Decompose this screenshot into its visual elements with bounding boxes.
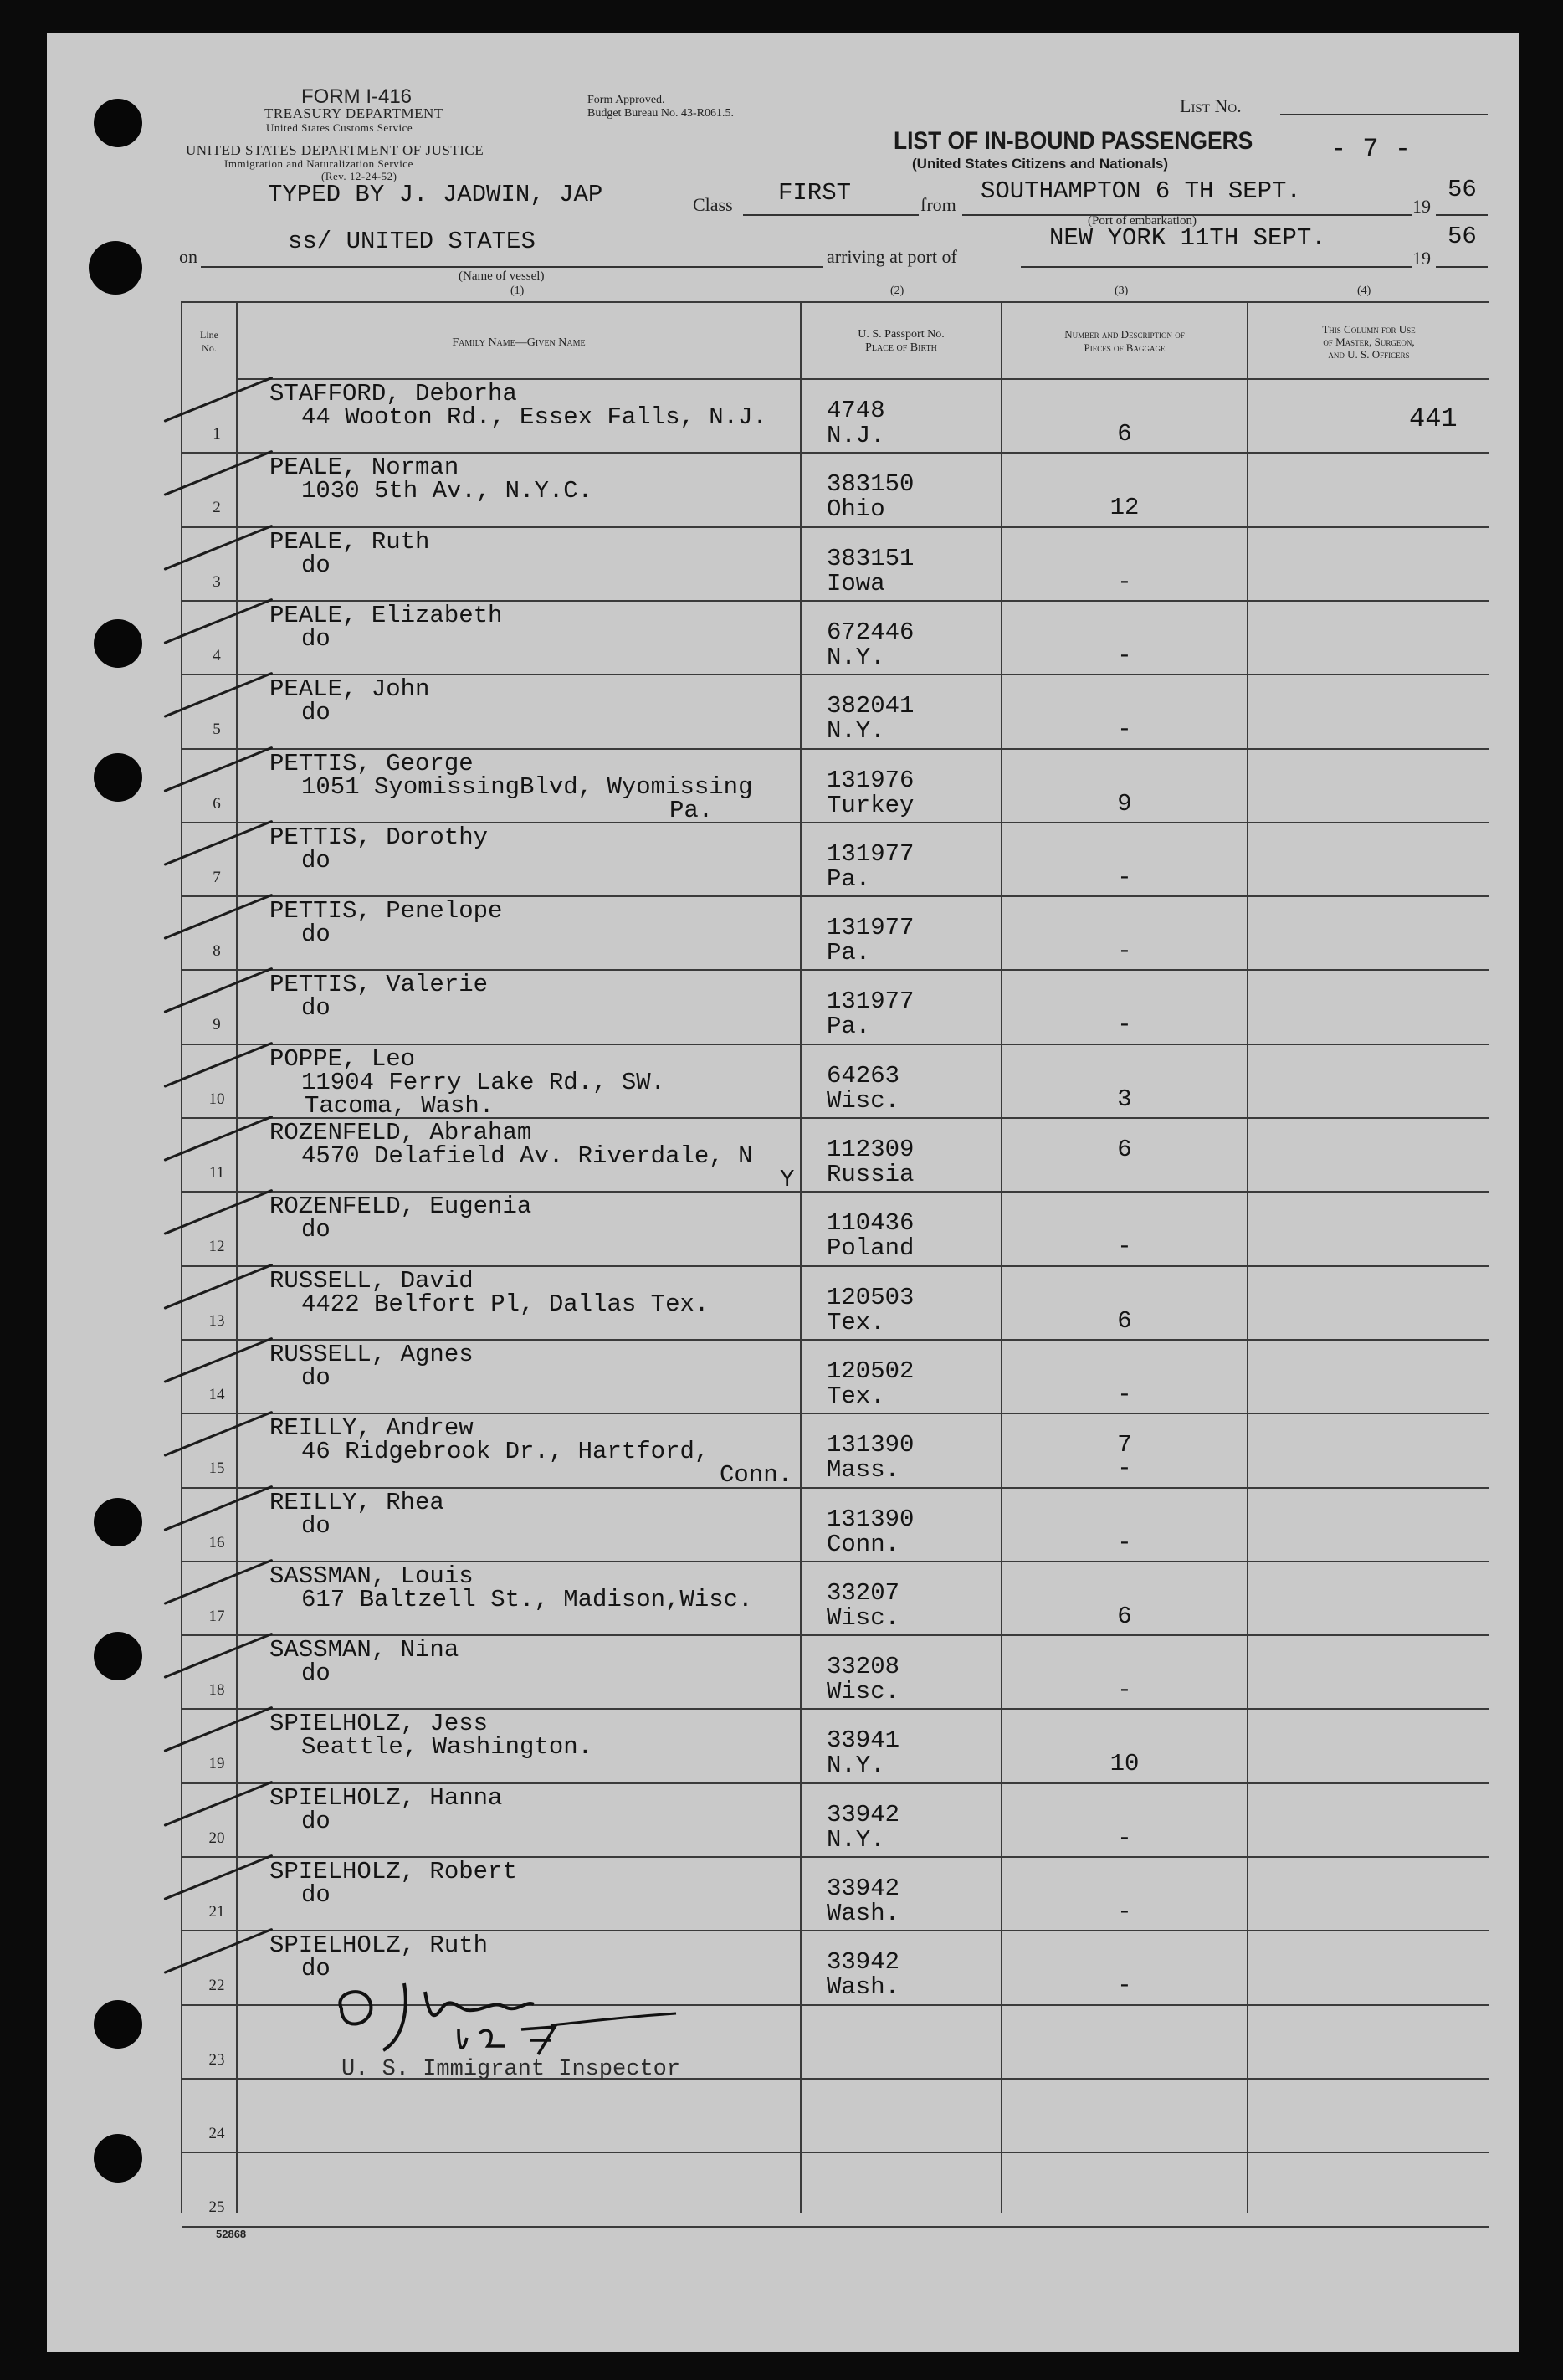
col-number-2: (2) [890, 285, 904, 297]
passenger-address: do [301, 1511, 331, 1540]
line-number: 23 [208, 2050, 225, 2069]
line-number: 17 [208, 1607, 225, 1625]
line-number: 1 [213, 425, 221, 443]
passport-number: 33942 [827, 1800, 900, 1829]
arrival-year: 56 [1448, 223, 1477, 250]
line-number: 3 [213, 572, 221, 591]
passport-number: 131977 [827, 839, 915, 868]
port-of-embarkation: SOUTHAMPTON 6 TH SEPT. [981, 177, 1301, 205]
place-of-birth: Mass. [827, 1456, 900, 1485]
baggage-count: 7 [1117, 1431, 1132, 1459]
passenger-name: POPPE, Leo [269, 1044, 416, 1073]
header-line-no: Line No. [200, 329, 218, 354]
passenger-address: do [301, 921, 331, 949]
passenger-name: SPIELHOLZ, Hanna [269, 1783, 503, 1812]
binder-hole [94, 619, 142, 668]
passenger-name: SPIELHOLZ, Robert [269, 1858, 517, 1885]
binder-hole [94, 1498, 142, 1546]
header-family-name: Family Name—Given Name [452, 336, 586, 349]
baggage-count: - [1117, 863, 1132, 891]
immigration-service: Immigration and Naturalization Service [224, 157, 413, 170]
line-number: 14 [208, 1385, 225, 1403]
baggage-count: 3 [1117, 1085, 1132, 1113]
place-of-birth: Wash. [827, 1900, 900, 1927]
budget-bureau-no: Budget Bureau No. 43-R061.5. [587, 107, 734, 120]
col-number-4: (4) [1357, 285, 1371, 297]
list-number-label: List No. [1180, 95, 1242, 116]
passenger-name: PETTIS, Penelope [269, 897, 503, 926]
passenger-address: 617 Baltzell St., Madison,Wisc. [301, 1585, 753, 1613]
binder-hole [94, 1632, 142, 1680]
place-of-birth: N.J. [827, 422, 885, 449]
arriving-label: arriving at port of [827, 246, 957, 267]
passenger-address-cont: Conn. [720, 1461, 793, 1490]
place-of-birth: Pa. [827, 939, 871, 967]
passport-number: 33207 [827, 1578, 900, 1607]
class-label: Class [693, 194, 733, 215]
passenger-name: PETTIS, Dorothy [269, 823, 489, 851]
line-number: 16 [208, 1533, 225, 1552]
passenger-name: RUSSELL, David [269, 1266, 474, 1295]
passenger-address: 4422 Belfort Pl, Dallas Tex. [301, 1290, 710, 1318]
binder-hole [94, 99, 142, 147]
place-of-birth: Tex. [827, 1308, 885, 1336]
line-number: 5 [213, 721, 221, 739]
place-of-birth: Wisc. [827, 1678, 900, 1706]
passenger-address-cont: Y [780, 1166, 795, 1193]
passport-number: 33942 [827, 1875, 900, 1902]
official-notation: 441 [1409, 403, 1458, 434]
year-line-2 [1436, 266, 1488, 268]
passenger-address: 11904 Ferry Lake Rd., SW. [301, 1068, 666, 1096]
passport-number: 131976 [827, 766, 915, 794]
line-number: 4 [213, 646, 221, 664]
passenger-address: do [301, 1881, 331, 1909]
passport-number: 131977 [827, 987, 915, 1016]
line-number: 22 [208, 1977, 225, 1995]
manifest-subtitle: (United States Citizens and Nationals) [912, 156, 1169, 172]
place-of-birth: N.Y. [827, 1752, 885, 1780]
line-number: 18 [208, 1681, 225, 1700]
passenger-address: 4570 Delafield Av. Riverdale, N [301, 1142, 753, 1170]
header-baggage: Number and Description of Pieces of Baggage [1064, 328, 1185, 354]
passenger-address: 1051 SyomissingBlvd, Wyomissing [301, 772, 753, 801]
line-number: 15 [208, 1459, 225, 1478]
line-number: 13 [208, 1311, 225, 1330]
place-of-birth: Tex. [827, 1382, 885, 1410]
baggage-count: - [1117, 1233, 1132, 1261]
official-divider [1247, 301, 1248, 2213]
customs-service: United States Customs Service [266, 121, 413, 134]
baggage-count: - [1117, 716, 1132, 744]
passenger-address: 44 Wooton Rd., Essex Falls, N.J. [301, 403, 767, 431]
passport-number: 33941 [827, 1726, 900, 1755]
line-number: 10 [208, 1090, 225, 1108]
row-divider [182, 2152, 1489, 2153]
binder-hole [94, 753, 142, 802]
baggage-count: 6 [1117, 1602, 1132, 1630]
passport-number: 131390 [827, 1505, 915, 1533]
binder-hole [89, 241, 142, 295]
line-number: 25 [208, 2198, 225, 2217]
justice-department: UNITED STATES DEPARTMENT OF JUSTICE [186, 142, 484, 158]
vessel-line [201, 266, 823, 268]
passport-number: 33208 [827, 1653, 900, 1681]
vessel-name: ss/ UNITED STATES [288, 228, 536, 255]
passenger-address-cont: Pa. [669, 796, 714, 824]
col-number-3: (3) [1115, 285, 1129, 297]
baggage-count: - [1117, 1823, 1132, 1852]
baggage-count: - [1117, 567, 1132, 596]
year-prefix: 19 [1412, 196, 1431, 217]
passenger-address: do [301, 846, 331, 875]
treasury-department: TREASURY DEPARTMENT [264, 105, 443, 121]
passenger-name: PETTIS, George [269, 749, 474, 777]
passport-number: 33942 [827, 1948, 900, 1977]
passport-number: 131977 [827, 914, 915, 942]
place-of-birth: Conn. [827, 1530, 900, 1558]
passport-number: 120502 [827, 1357, 915, 1385]
passenger-name: PEALE, Ruth [269, 527, 430, 556]
header-passport: U. S. Passport No. Place of Birth [858, 328, 945, 354]
line-number: 21 [208, 1903, 225, 1921]
from-label: from [920, 194, 956, 215]
manifest-title: LIST OF IN-BOUND PASSENGERS [894, 127, 1253, 155]
passport-number: 383151 [827, 544, 915, 572]
revision-date: (Rev. 12-24-52) [321, 170, 397, 182]
passenger-address-cont: Tacoma, Wash. [305, 1091, 495, 1120]
passenger-name: ROZENFELD, Abraham [269, 1119, 532, 1146]
table-top-border [181, 301, 1489, 303]
passenger-address: do [301, 1216, 331, 1244]
table-left-border [181, 301, 182, 2213]
passenger-address: 1030 5th Av., N.Y.C. [301, 477, 593, 505]
passenger-name: REILLY, Rhea [269, 1488, 444, 1516]
col-number-1: (1) [510, 285, 525, 297]
baggage-count: - [1117, 1898, 1132, 1926]
baggage-count: - [1117, 1380, 1132, 1408]
line-number: 9 [213, 1016, 221, 1034]
passport-number: 110436 [827, 1209, 915, 1238]
port-of-arrival: NEW YORK 11TH SEPT. [1049, 224, 1326, 252]
passenger-name: PEALE, Norman [269, 454, 459, 482]
passenger-name: PEALE, Elizabeth [269, 601, 503, 629]
place-of-birth: Pa. [827, 1013, 871, 1041]
inspector-signature [325, 1958, 693, 2059]
baggage-count: - [1117, 1528, 1132, 1557]
passenger-address: do [301, 1955, 331, 1983]
binder-hole [94, 2000, 142, 2049]
vessel-caption: (Name of vessel) [459, 269, 545, 283]
arrival-line [1021, 266, 1412, 268]
passport-number: 382041 [827, 692, 915, 721]
year-line [1436, 214, 1488, 216]
place-of-birth: Turkey [827, 791, 915, 819]
passenger-name: SASSMAN, Louis [269, 1562, 474, 1590]
baggage-count: 9 [1117, 789, 1132, 818]
passenger-address: do [301, 699, 331, 727]
binder-hole [94, 2134, 142, 2183]
baggage-count: 6 [1117, 1136, 1132, 1163]
passenger-address: do [301, 551, 331, 579]
passenger-address: do [301, 1363, 331, 1392]
baggage-count: 12 [1109, 494, 1140, 522]
passenger-name: REILLY, Andrew [269, 1414, 474, 1443]
passenger-name: STAFFORD, Deborha [269, 380, 517, 408]
year-prefix-2: 19 [1412, 248, 1431, 269]
list-number-line [1280, 114, 1488, 115]
passenger-address: do [301, 1807, 331, 1835]
print-code: 52868 [216, 2228, 247, 2240]
baggage-count: - [1117, 1972, 1132, 2000]
line-number: 11 [208, 1164, 225, 1182]
baggage-count: - [1117, 1676, 1132, 1705]
line-number: 7 [213, 868, 221, 886]
place-of-birth: N.Y. [827, 717, 885, 746]
line-number: 8 [213, 942, 221, 961]
typed-by: TYPED BY J. JADWIN, JAP [268, 181, 603, 208]
place-of-birth: N.Y. [827, 1825, 885, 1854]
line-number: 24 [208, 2124, 225, 2142]
baggage-count: 10 [1109, 1750, 1140, 1778]
place-of-birth: Poland [827, 1234, 915, 1263]
passenger-name: SASSMAN, Nina [269, 1636, 459, 1664]
header-official-use: This Column for Use of Master, Surgeon, and U. S. Officers [1322, 323, 1416, 361]
passenger-name: SPIELHOLZ, Ruth [269, 1931, 489, 1960]
inspector-stamp: U. S. Immigrant Inspector [341, 2057, 681, 2082]
passenger-name: SPIELHOLZ, Jess [269, 1710, 489, 1738]
passport-number: 131390 [827, 1431, 915, 1459]
passenger-name: PEALE, John [269, 675, 430, 704]
place-of-birth: Wash. [827, 1973, 900, 2002]
passenger-address: Seattle, Washington. [301, 1733, 593, 1762]
passport-divider [800, 301, 802, 2213]
class-line [743, 214, 919, 216]
line-number: 12 [208, 1238, 225, 1256]
passport-number: 672446 [827, 618, 915, 646]
passenger-name: PETTIS, Valerie [269, 971, 489, 999]
baggage-count: 6 [1117, 1306, 1132, 1335]
passport-number: 120503 [827, 1283, 915, 1311]
line-number: 6 [213, 794, 221, 813]
form-number: FORM I-416 [301, 85, 413, 108]
passenger-name: RUSSELL, Agnes [269, 1340, 474, 1368]
baggage-count-extra: - [1117, 1454, 1132, 1483]
place-of-birth: Wisc. [827, 1086, 900, 1115]
line-number: 19 [208, 1755, 225, 1773]
passenger-address: 46 Ridgebrook Dr., Hartford, [301, 1438, 710, 1466]
passenger-name: ROZENFELD, Eugenia [269, 1193, 532, 1221]
class-value: FIRST [778, 179, 852, 207]
baggage-count: - [1117, 1011, 1132, 1039]
on-label: on [179, 246, 197, 267]
passport-number: 112309 [827, 1136, 915, 1163]
line-number: 2 [213, 499, 221, 517]
place-of-birth: N.Y. [827, 643, 885, 671]
passport-number: 383150 [827, 470, 915, 499]
port-embark-caption: (Port of embarkation) [1088, 214, 1197, 228]
place-of-birth: Ohio [827, 495, 885, 524]
baggage-count: - [1117, 641, 1132, 669]
passport-number: 4748 [827, 397, 885, 424]
baggage-count: 6 [1117, 420, 1132, 448]
embark-year: 56 [1448, 176, 1477, 203]
passenger-address: do [301, 1659, 331, 1688]
place-of-birth: Russia [827, 1161, 915, 1188]
passenger-address: do [301, 624, 331, 653]
place-of-birth: Wisc. [827, 1603, 900, 1632]
place-of-birth: Iowa [827, 569, 885, 598]
page-number: - 7 - [1330, 134, 1412, 165]
place-of-birth: Pa. [827, 864, 871, 893]
line-number: 20 [208, 1829, 225, 1847]
baggage-count: - [1117, 937, 1132, 966]
passport-number: 64263 [827, 1061, 900, 1090]
row-divider [182, 2226, 1489, 2228]
passenger-address: do [301, 994, 331, 1023]
form-approved: Form Approved. [587, 94, 665, 106]
